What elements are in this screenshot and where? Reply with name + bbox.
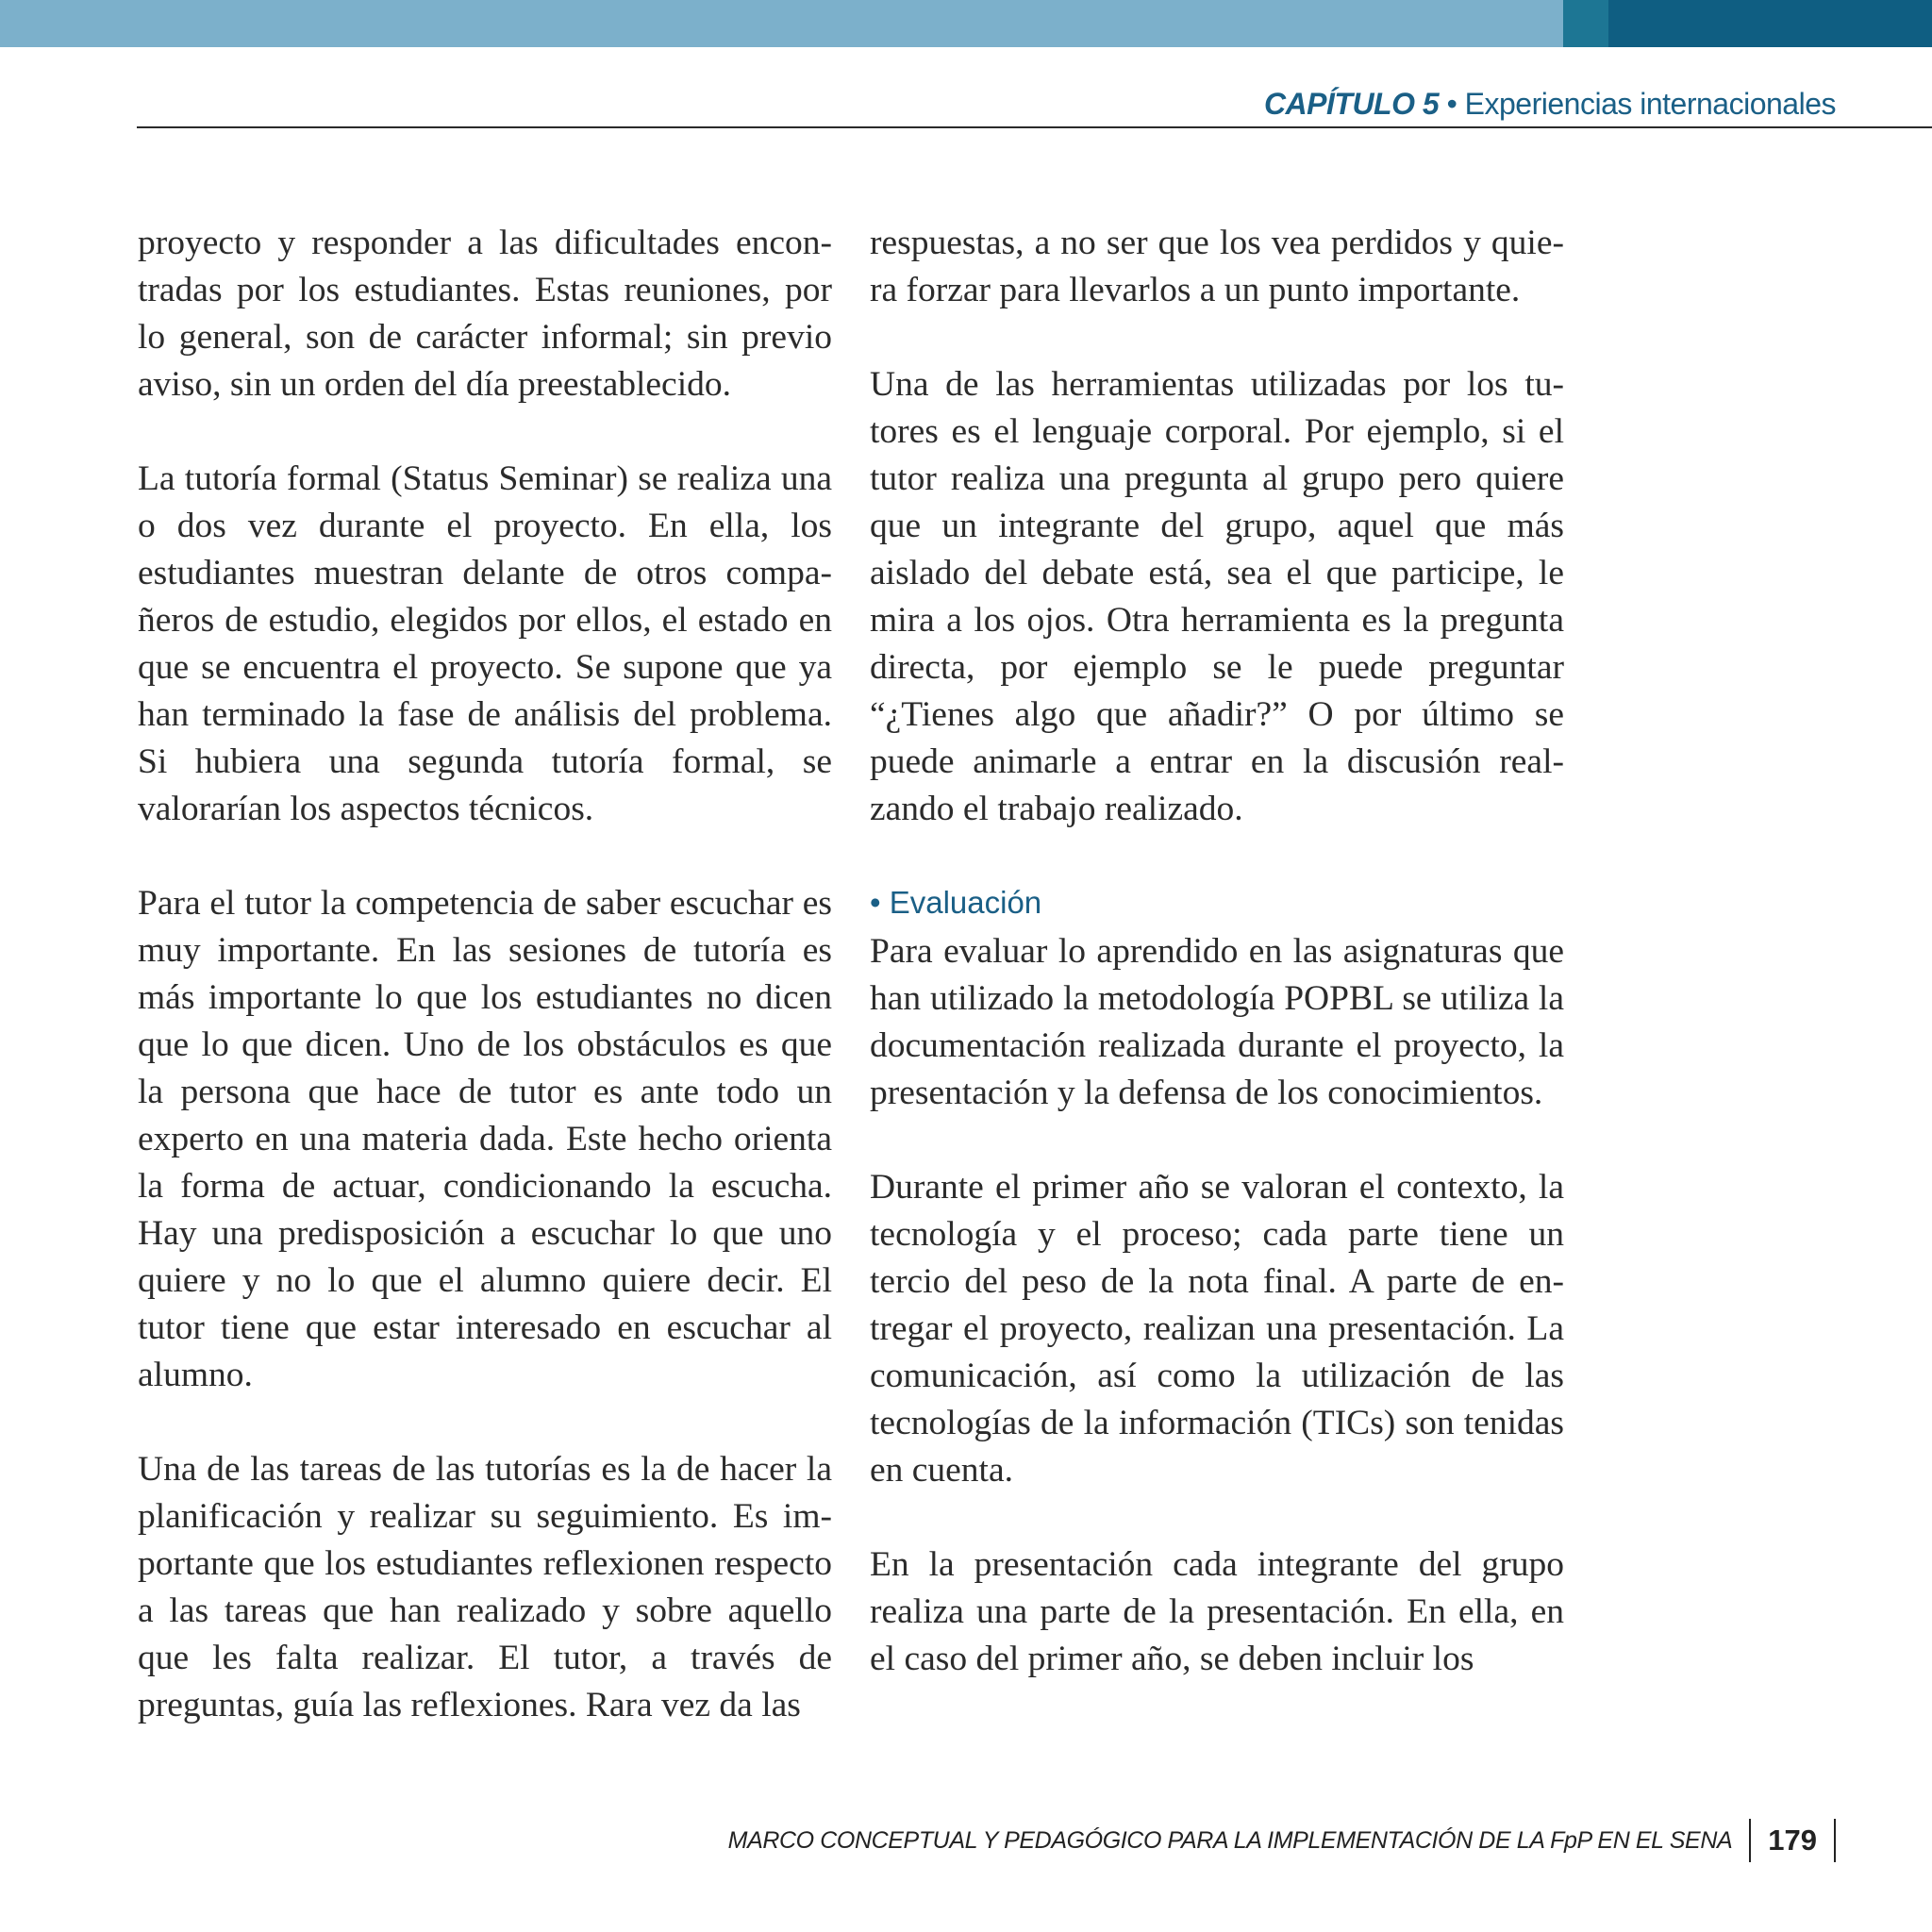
section-heading-evaluacion: • Evaluación xyxy=(870,885,1042,920)
left-paragraph-2: La tutoría formal (Status Seminar) se realiza una o dos vez durante el proyecto. En ella, los estudiantes muestran delante de otros compañeros de estudio, elegidos por ellos, el estado en que se encuentra el proyecto. Se supone que ya han terminado la fase de análisis del problema. Si hubiera una segunda tutoría formal, se valorarían los aspectos técnicos. xyxy=(138,459,832,828)
page-footer xyxy=(728,1817,1836,1864)
header-rule xyxy=(137,126,1932,128)
right-paragraph-5: En la presentación cada integrante del grupo realiza una parte de la presentación. En ella, en el caso del primer año, se deben incluir los xyxy=(870,1545,1564,1678)
left-paragraph-4: Una de las tareas de las tutorías es la de hacer la planificación y realizar su seguimiento. Es importante que los estudiantes reflexionen respecto a las tareas que han realizado y sobre aquello que les falta realizar. El tutor, a través de preguntas, guía las reflexiones. Rara vez da las xyxy=(138,1450,832,1724)
left-column xyxy=(138,220,832,1776)
chapter-separator: • xyxy=(1439,87,1465,121)
right-paragraph-4: Durante el primer año se valoran el contexto, la tecnología y el proceso; cada parte tiene un tercio del peso de la nota final. A parte de entregar el proyecto, realizan una presentación. La comunicación, así como la utilización de las tecnologías de la información (TICs) son tenidas en cuenta. xyxy=(870,1168,1564,1490)
right-paragraph-2: Una de las herramientas utilizadas por los tutores es el lenguaje corporal. Por ejemplo, si el tutor realiza una pregunta al grupo pero quiere que un integrante del grupo, aquel que más aislado del debate está, sea el que participe, le mira a los ojos. Otra herramienta es la pregunta directa, por ejemplo se le puede preguntar “¿Tienes algo que añadir?” O por último se puede animarle a entrar en la discusión realzando el trabajo realizado. xyxy=(870,365,1564,828)
footer-text: MARCO CONCEPTUAL Y PEDAGÓGICO PARA LA IMPLEMENTACIÓN DE LA FpP EN EL SENA xyxy=(727,1826,1733,1854)
page-number: 179 xyxy=(1768,1824,1817,1857)
top-color-band-accent xyxy=(1563,0,1608,47)
right-paragraph-3: Para evaluar lo aprendido en las asignaturas que han utilizado la metodología POPBL se utiliza la documentación realizada durante el proyecto, la presentación y la defensa de los conocimientos. xyxy=(870,932,1564,1112)
top-color-band-dark xyxy=(1608,0,1932,47)
footer-separator-right xyxy=(1834,1819,1836,1862)
left-paragraph-1: proyecto y responder a las dificultades encontradas por los estudiantes. Estas reuniones, por lo general, son de carácter informal; sin previo aviso, sin un orden del día preestablecido. xyxy=(138,224,832,404)
chapter-header xyxy=(1264,87,1836,122)
chapter-title: Experiencias internacionales xyxy=(1464,87,1836,121)
footer-separator xyxy=(1749,1819,1751,1862)
chapter-label: CAPÍTULO 5 xyxy=(1263,87,1440,121)
left-paragraph-3: Para el tutor la competencia de saber escuchar es muy importante. En las sesiones de tutoría es más importante lo que los estudiantes no dicen que lo que dicen. Uno de los obstáculos es que la persona que hace de tutor es ante todo un experto en una materia dada. Este hecho orienta la forma de actuar, condicionando la escucha. Hay una predisposición a escuchar lo que uno quiere y no lo que el alumno quiere decir. El tutor tiene que estar interesado en escuchar al alumno. xyxy=(138,884,832,1394)
right-paragraph-1: respuestas, a no ser que los vea perdidos y quiera forzar para llevarlos a un punto importante. xyxy=(870,224,1564,309)
right-column xyxy=(870,220,1564,1730)
